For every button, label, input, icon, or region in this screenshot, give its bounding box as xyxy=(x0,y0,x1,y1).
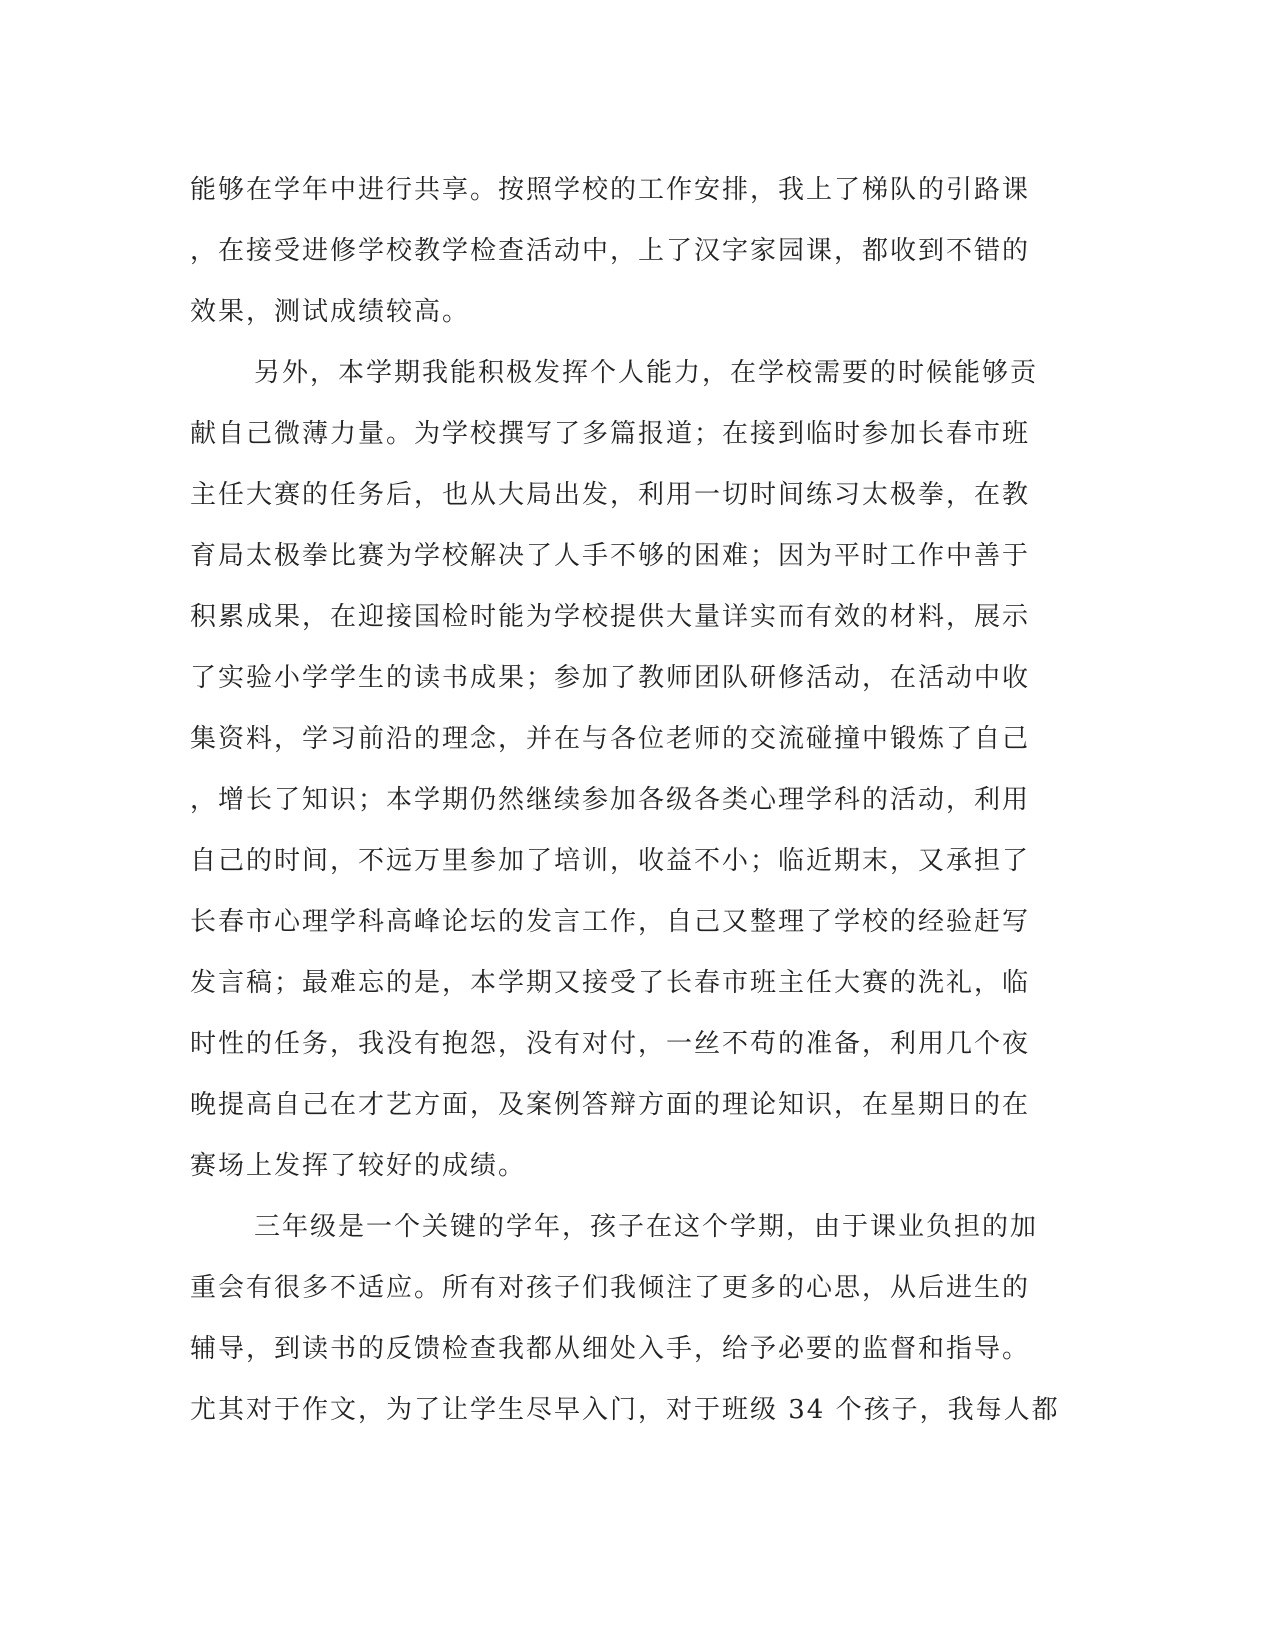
text-line: 自己的时间，不远万里参加了培训，收益不小；临近期末，又承担了 xyxy=(190,846,1031,876)
text-line: 赛场上发挥了较好的成绩。 xyxy=(190,1151,527,1181)
text-line: 了实验小学学生的读书成果；参加了教师团队研修活动，在活动中收 xyxy=(190,663,1031,693)
body-text xyxy=(190,160,1090,1441)
text-line: 育局太极拳比赛为学校解决了人手不够的困难；因为平时工作中善于 xyxy=(190,541,1031,571)
text-line: 晚提高自己在才艺方面，及案例答辩方面的理论知识，在星期日的在 xyxy=(190,1090,1031,1120)
text-line: 重会有很多不适应。所有对孩子们我倾注了更多的心思，从后进生的 xyxy=(190,1273,1031,1303)
text-line: 能够在学年中进行共享。按照学校的工作安排，我上了梯队的引路课 xyxy=(190,175,1031,205)
text-line: 集资料，学习前沿的理念，并在与各位老师的交流碰撞中锻炼了自己 xyxy=(190,724,1031,754)
text-line: 尤其对于作文，为了让学生尽早入门，对于班级 34 个孩子，我每人都 xyxy=(190,1395,1060,1425)
text-line: 辅导，到读书的反馈检查我都从细处入手，给予必要的监督和指导。 xyxy=(190,1334,1031,1364)
text-line: ，在接受进修学校教学检查活动中，上了汉字家园课，都收到不错的 xyxy=(190,236,1031,266)
paragraph-start-line: 三年级是一个关键的学年，孩子在这个学期，由于课业负担的加 xyxy=(254,1212,1039,1242)
paragraph-start-line: 另外，本学期我能积极发挥个人能力，在学校需要的时候能够贡 xyxy=(254,358,1039,388)
text-line: 主任大赛的任务后，也从大局出发，利用一切时间练习太极拳，在教 xyxy=(190,480,1031,510)
text-line: 长春市心理学科高峰论坛的发言工作，自己又整理了学校的经验赶写 xyxy=(190,907,1031,937)
text-line: ，增长了知识；本学期仍然继续参加各级各类心理学科的活动，利用 xyxy=(190,785,1031,815)
text-line: 献自己微薄力量。为学校撰写了多篇报道；在接到临时参加长春市班 xyxy=(190,419,1031,449)
text-line: 发言稿；最难忘的是，本学期又接受了长春市班主任大赛的洗礼，临 xyxy=(190,968,1031,998)
text-line: 时性的任务，我没有抱怨，没有对付，一丝不苟的准备，利用几个夜 xyxy=(190,1029,1031,1059)
text-line: 积累成果，在迎接国检时能为学校提供大量详实而有效的材料，展示 xyxy=(190,602,1031,632)
text-line: 效果，测试成绩较高。 xyxy=(190,297,471,327)
